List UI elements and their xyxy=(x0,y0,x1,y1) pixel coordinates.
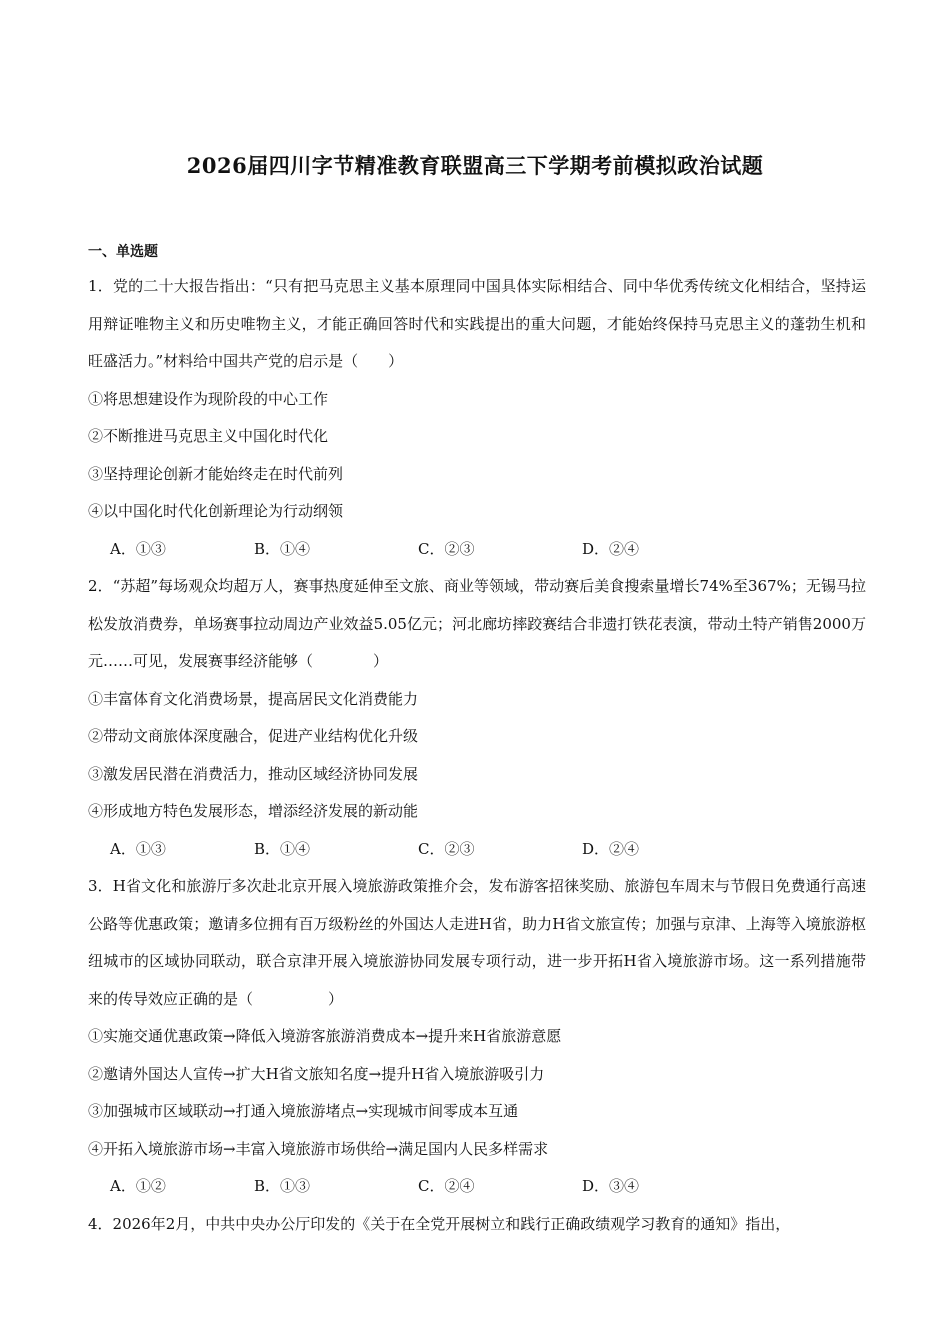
option-statement: ③激发居民潜在消费活力，推动区域经济协同发展 xyxy=(88,764,419,783)
answer-choices xyxy=(88,831,866,869)
choice-a: A．①③ xyxy=(110,839,166,858)
choice-c: C．②③ xyxy=(418,839,475,858)
question-4 xyxy=(88,1206,866,1244)
option-statement: ①将思想建设作为现阶段的中心工作 xyxy=(88,389,329,408)
choice-b: B．①③ xyxy=(254,1177,311,1195)
choice-d: D．②④ xyxy=(582,839,640,858)
question-1 xyxy=(88,268,866,568)
answer-choices xyxy=(88,531,866,569)
choice-a: A．①② xyxy=(110,1177,166,1195)
option-statement: ③坚持理论创新才能始终走在时代前列 xyxy=(88,464,344,483)
question-2 xyxy=(88,568,866,868)
choice-c: C．②③ xyxy=(418,539,475,558)
question-3 xyxy=(88,868,866,1206)
question-stem: 1．党的二十大报告指出：“只有把马克思主义基本原理同中国具体实际相结合、同中华优秀传统文化相结合，坚持运用辩证唯物主义和历史唯物主义，才能正确回答时代和实践提出的重大问题，才能始终保持马克思主义的蓬勃生机和旺盛活力。”材料给中国共产党的启示是（ ） xyxy=(88,277,866,370)
page-title: 2026届四川字节精准教育联盟高三下学期考前模拟政治试题 xyxy=(186,153,764,178)
choice-b: B．①④ xyxy=(254,839,311,858)
choice-a: A．①③ xyxy=(110,539,166,558)
question-stem: 4．2026年2月，中共中央办公厅印发的《关于在全党开展树立和践行正确政绩观学习教育的通知》指出， xyxy=(88,1214,791,1233)
option-statement: ②带动文商旅体深度融合，促进产业结构优化升级 xyxy=(88,727,419,745)
section-heading: 一、单选题 xyxy=(88,244,158,260)
choice-d: D．②④ xyxy=(582,539,640,558)
choice-c: C．②④ xyxy=(418,1177,475,1195)
question-stem: 3．H省文化和旅游厅多次赴北京开展入境旅游政策推介会，发布游客招徕奖励、旅游包车周末与节假日免费通行高速公路等优惠政策；邀请多位拥有百万级粉丝的外国达人走进H省，助力H省文旅宣传；加强与京津、上海等入境旅游枢纽城市的区域协同联动，联合京津开展入境旅游协同发展专项行动，进一步开拓H省入境旅游市场。这一系列措施带来的传导效应正确的是（ ） xyxy=(88,877,866,1008)
answer-choices xyxy=(88,1168,866,1206)
option-statement: ②邀请外国达人宣传→扩大H省文旅知名度→提升H省入境旅游吸引力 xyxy=(88,1064,545,1083)
choice-b: B．①④ xyxy=(254,539,311,558)
option-statement: ④以中国化时代化创新理论为行动纲领 xyxy=(88,502,344,520)
option-statement: ①丰富体育文化消费场景，提高居民文化消费能力 xyxy=(88,689,419,708)
option-statement: ④形成地方特色发展形态，增添经济发展的新动能 xyxy=(88,802,419,820)
choice-d: D．③④ xyxy=(582,1177,640,1195)
option-statement: ②不断推进马克思主义中国化时代化 xyxy=(88,427,329,445)
question-stem: 2．“苏超”每场观众均超万人，赛事热度延伸至文旅、商业等领域，带动赛后美食搜索量增长74%至367%；无锡马拉松发放消费券，单场赛事拉动周边产业效益5.05亿元；河北廊坊摔跤赛结合非遗打铁花表演，带动土特产销售2000万元……可见，发展赛事经济能够（ ） xyxy=(88,577,866,670)
option-statement: ④开拓入境旅游市场→丰富入境旅游市场供给→满足国内人民多样需求 xyxy=(88,1139,549,1158)
option-statement: ①实施交通优惠政策→降低入境游客旅游消费成本→提升来H省旅游意愿 xyxy=(88,1027,562,1045)
document-content xyxy=(88,243,866,1243)
option-statement: ③加强城市区域联动→打通入境旅游堵点→实现城市间零成本互通 xyxy=(88,1102,519,1120)
